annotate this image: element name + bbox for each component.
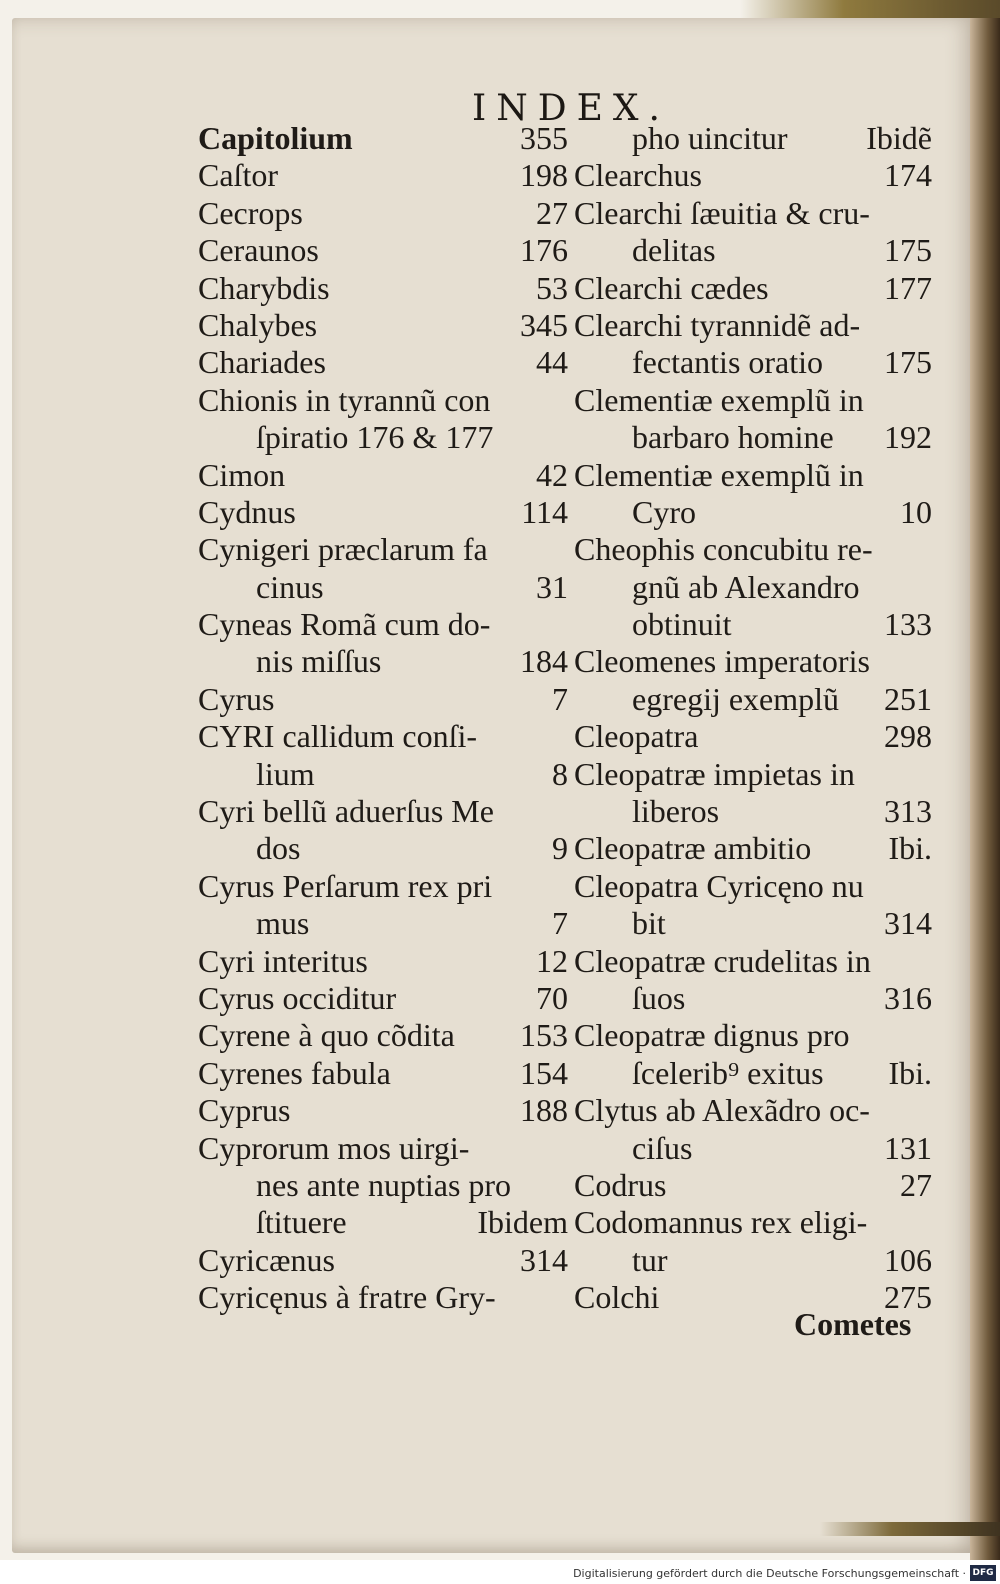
index-entry xyxy=(198,232,568,269)
entry-term: Cyrenes fabula xyxy=(198,1054,391,1091)
index-entry-continuation xyxy=(574,344,932,381)
index-entry-continuation xyxy=(574,1130,932,1167)
page-header: INDEX. xyxy=(472,88,670,129)
entry-page-number: 177 xyxy=(884,269,932,306)
entry-term: Cecrops xyxy=(198,194,303,231)
entry-page-number: 174 xyxy=(884,157,932,194)
entry-term: obtinuit xyxy=(632,606,732,643)
binding-edge-bottom xyxy=(820,1522,1000,1536)
entry-page-number: 314 xyxy=(884,905,932,942)
entry-page-number: 8 xyxy=(552,755,568,792)
entry-term: nis miſſus xyxy=(256,643,382,680)
entry-term: Cimon xyxy=(198,456,286,493)
entry-page-number: 176 xyxy=(520,232,568,269)
entry-page-number: 154 xyxy=(520,1054,568,1091)
entry-term: Chariades xyxy=(198,344,326,381)
entry-term: Caſtor xyxy=(198,157,278,194)
index-entry-continuation xyxy=(574,681,932,718)
index-entry xyxy=(198,120,568,157)
entry-term: Cleopatræ impietas in xyxy=(574,755,855,792)
index-entry xyxy=(198,718,568,755)
index-entry xyxy=(574,270,932,307)
entry-page-number: 188 xyxy=(520,1092,568,1129)
entry-term: Cleopatræ crudelitas in xyxy=(574,942,871,979)
index-entry xyxy=(198,681,568,718)
index-entry xyxy=(574,1204,932,1241)
index-entry-continuation xyxy=(574,1055,932,1092)
entry-term: Codrus xyxy=(574,1166,667,1203)
index-entry-continuation xyxy=(198,643,568,680)
entry-term: liberos xyxy=(632,793,720,830)
entry-term: Charybdis xyxy=(198,269,330,306)
index-entry-continuation xyxy=(198,569,568,606)
index-entry xyxy=(574,756,932,793)
entry-term: Capitolium xyxy=(198,120,353,156)
entry-term: cinus xyxy=(256,568,324,605)
index-entry-continuation xyxy=(198,419,568,456)
entry-term: Cyri interitus xyxy=(198,942,368,979)
index-entry-continuation xyxy=(574,232,932,269)
index-entry xyxy=(574,1017,932,1054)
index-entry-continuation xyxy=(198,905,568,942)
entry-term: barbaro homine xyxy=(632,419,834,456)
entry-page-number: 44 xyxy=(536,344,568,381)
index-entry xyxy=(574,157,932,194)
footer-bar xyxy=(0,1560,1000,1584)
index-entry-continuation xyxy=(574,905,932,942)
entry-page-number: 133 xyxy=(884,606,932,643)
index-column-right xyxy=(574,120,932,1317)
entry-term: fectantis oratio xyxy=(632,344,824,381)
entry-page-number: 184 xyxy=(520,643,568,680)
entry-term: ſpiratio 176 & 177 xyxy=(256,419,494,456)
entry-term: Cleomenes imperatoris xyxy=(574,643,870,680)
index-entry xyxy=(198,606,568,643)
index-entry-continuation xyxy=(198,830,568,867)
entry-term: CYRI callidum conſi- xyxy=(198,718,478,755)
entry-term: ſtituere xyxy=(256,1204,347,1241)
entry-term: lium xyxy=(256,755,315,792)
index-entry-continuation xyxy=(574,1242,932,1279)
index-entry-continuation xyxy=(198,1167,568,1204)
entry-term: Cleopatræ dignus pro xyxy=(574,1017,850,1054)
entry-page-number: 31 xyxy=(536,568,568,605)
entry-term: delitas xyxy=(632,232,716,269)
entry-term: Clearchus xyxy=(574,157,702,194)
entry-term: gnũ ab Alexandro xyxy=(632,568,860,605)
index-entry xyxy=(198,270,568,307)
entry-page-number: 106 xyxy=(884,1241,932,1278)
index-entry xyxy=(198,868,568,905)
entry-term: Cyprus xyxy=(198,1092,291,1129)
entry-term: egregij exemplũ xyxy=(632,680,840,717)
entry-term: Cyrus occiditur xyxy=(198,979,397,1016)
entry-term: Cleopatræ ambitio xyxy=(574,830,812,867)
catchword: Cometes xyxy=(794,1306,912,1342)
entry-term: Chionis in tyrannũ con xyxy=(198,381,491,418)
index-entry xyxy=(198,307,568,344)
index-entry xyxy=(574,868,932,905)
dfg-logo-icon: DFG xyxy=(970,1565,996,1581)
entry-page-number: 275 xyxy=(884,1279,932,1316)
index-entry xyxy=(198,531,568,568)
index-entry xyxy=(574,718,932,755)
index-entry xyxy=(198,157,568,194)
entry-page-number: Ibidẽ xyxy=(866,120,932,156)
entry-term: ſuos xyxy=(632,979,686,1016)
entry-page-number: 198 xyxy=(520,157,568,194)
entry-page-number: 27 xyxy=(900,1166,932,1203)
index-entry xyxy=(574,643,932,680)
entry-page-number: 7 xyxy=(552,905,568,942)
entry-term: Cleopatra Cyricęno nu xyxy=(574,867,864,904)
entry-term: mus xyxy=(256,905,310,942)
index-entry xyxy=(198,457,568,494)
index-entry xyxy=(198,195,568,232)
index-entry-continuation xyxy=(574,494,932,531)
index-entry xyxy=(198,1055,568,1092)
index-entry xyxy=(198,1242,568,1279)
entry-term: Cyricęnus à fratre Gry- xyxy=(198,1279,496,1316)
index-entry-continuation xyxy=(574,419,932,456)
index-entry-continuation xyxy=(574,980,932,1017)
entry-page-number: 316 xyxy=(884,979,932,1016)
entry-page-number: Ibidem xyxy=(477,1204,568,1241)
entry-term: Clearchi cædes xyxy=(574,269,769,306)
entry-term: dos xyxy=(256,830,301,867)
entry-term: Cyricænus xyxy=(198,1241,335,1278)
index-entry-continuation xyxy=(198,756,568,793)
book-spine xyxy=(970,0,1000,1560)
entry-page-number: Ibi. xyxy=(888,1054,932,1091)
index-entry-continuation xyxy=(574,120,932,157)
index-entry xyxy=(198,793,568,830)
index-entry-continuation xyxy=(574,569,932,606)
entry-term: Cynigeri præclarum fa xyxy=(198,531,488,568)
entry-page-number: 314 xyxy=(520,1241,568,1278)
index-entry xyxy=(198,1130,568,1167)
entry-term: Cyrus xyxy=(198,680,275,717)
entry-page-number: 175 xyxy=(884,344,932,381)
entry-term: Codomannus rex eligi- xyxy=(574,1204,868,1241)
entry-term: Cyrene à quo cõdita xyxy=(198,1017,455,1054)
entry-term: Cydnus xyxy=(198,493,296,530)
entry-term: Cheophis concubitu re- xyxy=(574,531,873,568)
entry-term: Clearchi tyrannidẽ ad- xyxy=(574,306,861,343)
entry-term: pho uincitur xyxy=(632,120,788,156)
entry-term: Clearchi ſæuitia & cru- xyxy=(574,194,870,231)
entry-page-number: Ibi. xyxy=(888,830,932,867)
entry-page-number: 153 xyxy=(520,1017,568,1054)
entry-page-number: 313 xyxy=(884,793,932,830)
entry-term: Cyro xyxy=(632,493,696,530)
entry-page-number: 114 xyxy=(521,493,568,530)
entry-page-number: 53 xyxy=(536,269,568,306)
entry-page-number: 27 xyxy=(536,194,568,231)
entry-term: nes ante nuptias pro xyxy=(256,1166,512,1203)
entry-term: ciſus xyxy=(632,1129,693,1166)
entry-page-number: 251 xyxy=(884,680,932,717)
index-entry xyxy=(574,943,932,980)
index-entry-continuation xyxy=(198,1204,568,1241)
index-entry-continuation xyxy=(574,606,932,643)
entry-page-number: 355 xyxy=(520,120,568,156)
index-column-left xyxy=(198,120,568,1317)
entry-page-number: 192 xyxy=(884,419,932,456)
entry-page-number: 10 xyxy=(900,493,932,530)
entry-term: bit xyxy=(632,905,666,942)
entry-term: Cyneas Romã cum do- xyxy=(198,606,491,643)
index-entry xyxy=(574,531,932,568)
index-entry xyxy=(198,344,568,381)
entry-term: tur xyxy=(632,1241,668,1278)
index-entry xyxy=(198,494,568,531)
entry-page-number: 298 xyxy=(884,718,932,755)
index-entry xyxy=(198,943,568,980)
index-entry xyxy=(574,457,932,494)
index-entry-continuation xyxy=(574,793,932,830)
entry-term: ſcelerib⁹ exitus xyxy=(632,1054,824,1091)
index-entry xyxy=(574,1092,932,1129)
index-entry xyxy=(574,830,932,867)
entry-term: Cleopatra xyxy=(574,718,699,755)
entry-term: Clementiæ exemplũ in xyxy=(574,456,864,493)
entry-page-number: 345 xyxy=(520,306,568,343)
index-entry xyxy=(198,1092,568,1129)
index-entry xyxy=(198,382,568,419)
entry-page-number: 12 xyxy=(536,942,568,979)
entry-page-number: 9 xyxy=(552,830,568,867)
funding-notice: Digitalisierung gefördert durch die Deutsche Forschungsgemeinschaft · xyxy=(573,1567,966,1580)
entry-term: Chalybes xyxy=(198,306,318,343)
entry-term: Cyri bellũ aduerſus Me xyxy=(198,793,494,830)
index-entry xyxy=(574,195,932,232)
index-entry xyxy=(574,382,932,419)
entry-term: Colchi xyxy=(574,1279,660,1316)
index-entry xyxy=(198,980,568,1017)
index-entry xyxy=(574,1167,932,1204)
binding-edge-top xyxy=(740,0,1000,18)
entry-term: Clementiæ exemplũ in xyxy=(574,381,864,418)
entry-page-number: 70 xyxy=(536,979,568,1016)
entry-page-number: 175 xyxy=(884,232,932,269)
entry-page-number: 42 xyxy=(536,456,568,493)
index-entry xyxy=(198,1017,568,1054)
entry-term: Ceraunos xyxy=(198,232,319,269)
entry-page-number: 7 xyxy=(552,680,568,717)
entry-term: Cyrus Perſarum rex pri xyxy=(198,867,493,904)
entry-term: Cyprorum mos uirgi- xyxy=(198,1129,470,1166)
index-entry xyxy=(574,307,932,344)
entry-term: Clytus ab Alexãdro oc- xyxy=(574,1092,870,1129)
entry-page-number: 131 xyxy=(884,1129,932,1166)
index-entry xyxy=(198,1279,568,1316)
